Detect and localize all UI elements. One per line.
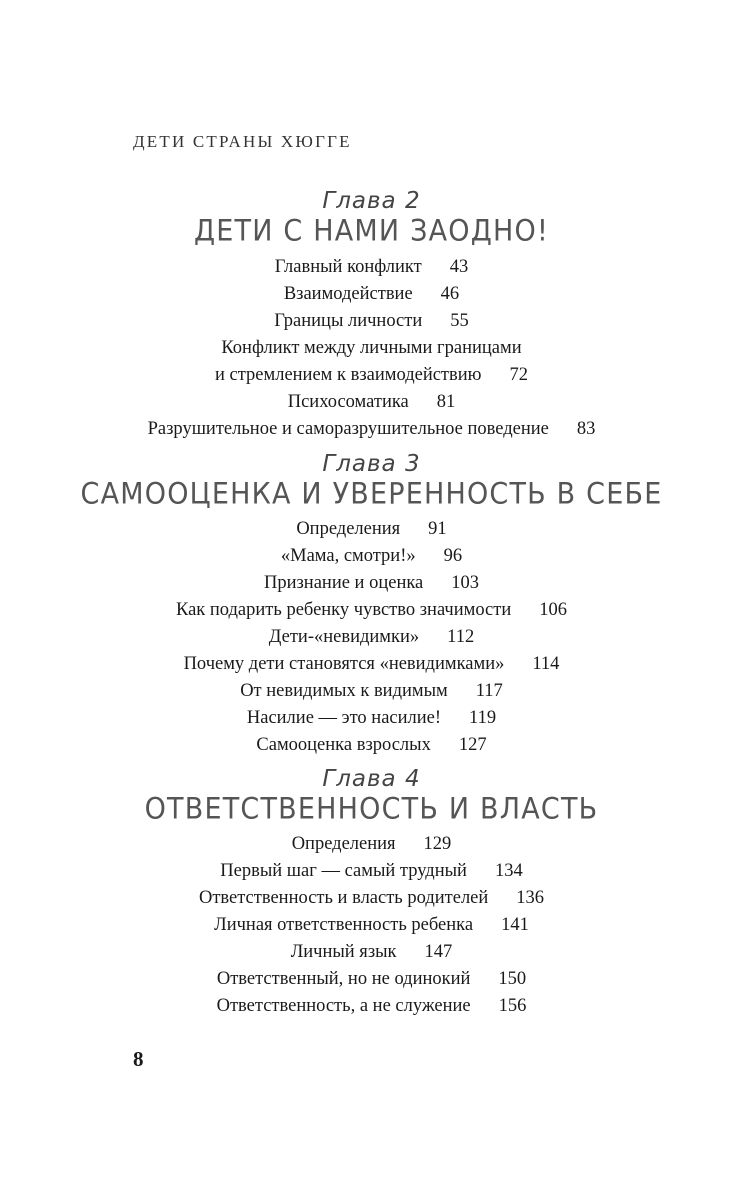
page-number: 8 [133,1047,144,1071]
toc-entry[interactable] [0,572,743,594]
toc-entry-title: Признание и оценка [263,573,424,593]
toc-entry-page: 114 [532,654,560,674]
toc-entry[interactable] [0,941,743,963]
toc-entry-page: 106 [539,600,567,620]
chapter-3-title: САМООЦЕНКА И УВЕРЕННОСТЬ В СЕБЕ [80,477,663,512]
toc-entry[interactable] [0,256,743,278]
running-head: ДЕТИ СТРАНЫ ХЮГГЕ [133,132,352,151]
toc-entry-page: 150 [498,969,527,989]
toc-entry[interactable] [0,283,743,305]
toc-entry[interactable] [0,545,743,567]
toc-entry-page: 127 [458,735,487,755]
toc-entry-title: Насилие — это насилие! [246,708,442,728]
toc-entry[interactable] [0,310,743,332]
toc-entry-title: и стремлением к взаимодействию [215,365,482,385]
chapter-4-title: ОТВЕТСТВЕННОСТЬ И ВЛАСТЬ [144,792,599,827]
toc-entry-page: 43 [449,257,469,277]
chapter-4-label: Глава 4 [322,766,421,792]
toc-entry-page: 134 [494,861,523,881]
toc-entry-page: 91 [428,519,447,539]
chapter-3-label: Глава 3 [322,451,421,477]
toc-entry-page: 83 [576,419,596,439]
toc-entry-title: «Мама, смотри!» [280,546,416,566]
toc-entry-title: Почему дети становятся «невидимками» [183,654,505,674]
toc-entry[interactable] [0,337,743,359]
toc-entry[interactable] [0,914,743,936]
toc-entry[interactable] [0,734,743,756]
toc-entry-title: Ответственность и власть родителей [198,888,489,908]
toc-entry-title: Личная ответственность ребенка [214,915,474,935]
toc-entry-page: 141 [501,915,529,935]
toc-entry-page: 55 [450,311,469,331]
toc-entry[interactable] [0,418,743,440]
toc-entry[interactable] [0,518,743,540]
toc-entry-title: Определения [296,519,401,539]
toc-entry-title: Первый шаг — самый трудный [220,861,467,881]
toc-entry[interactable] [0,833,743,855]
toc-entry[interactable] [0,887,743,909]
toc-entry-title: Личный язык [290,942,397,962]
toc-entry[interactable] [0,599,743,621]
toc-entry-page: 72 [509,365,528,385]
toc-entry-title: Дети-«невидимки» [268,627,420,647]
toc-entry[interactable] [0,391,743,413]
toc-entry-page: 136 [516,888,545,908]
toc-entry[interactable] [0,680,743,702]
toc-entry-title: Границы личности [274,311,423,331]
toc-entry-page: 129 [423,834,452,854]
toc-entry-title: Ответственность, а не служение [216,996,471,1016]
toc-entry-page: 117 [475,681,503,701]
toc-entry-title: Самооценка взрослых [256,735,431,755]
toc-entry-page: 46 [440,284,460,304]
toc-entry-title: От невидимых к видимым [240,681,448,701]
toc-entry-title: Разрушительное и саморазрушительное поведение [147,419,549,439]
toc-entry-title: Конфликт между личными границами [221,338,522,358]
chapter-2-title: ДЕТИ С НАМИ ЗАОДНО! [193,214,549,249]
toc-entry[interactable] [0,626,743,648]
toc-entry[interactable] [0,653,743,675]
toc-entry[interactable] [0,707,743,729]
toc-entry-page: 81 [436,392,456,412]
toc-entry-page: 112 [447,627,475,647]
toc-entry-title: Ответственный, но не одинокий [216,969,471,989]
toc-entry-page: 96 [443,546,463,566]
toc-entry-title: Определения [291,834,396,854]
toc-entry-title: Главный конфликт [274,257,422,277]
toc-entry-page: 147 [424,942,453,962]
toc-entry[interactable] [0,364,743,386]
toc-entry-title: Психосоматика [287,392,409,412]
toc-entry-title: Взаимодействие [283,284,413,304]
toc-entry-page: 119 [469,708,497,728]
toc-entry[interactable] [0,860,743,882]
toc-entry-page: 156 [498,996,527,1016]
toc-entry-page: 103 [451,573,480,593]
toc-entry-title: Как подарить ребенку чувство значимости [175,600,512,620]
toc-entry[interactable] [0,995,743,1017]
toc-entry[interactable] [0,968,743,990]
chapter-2-label: Глава 2 [322,188,421,214]
